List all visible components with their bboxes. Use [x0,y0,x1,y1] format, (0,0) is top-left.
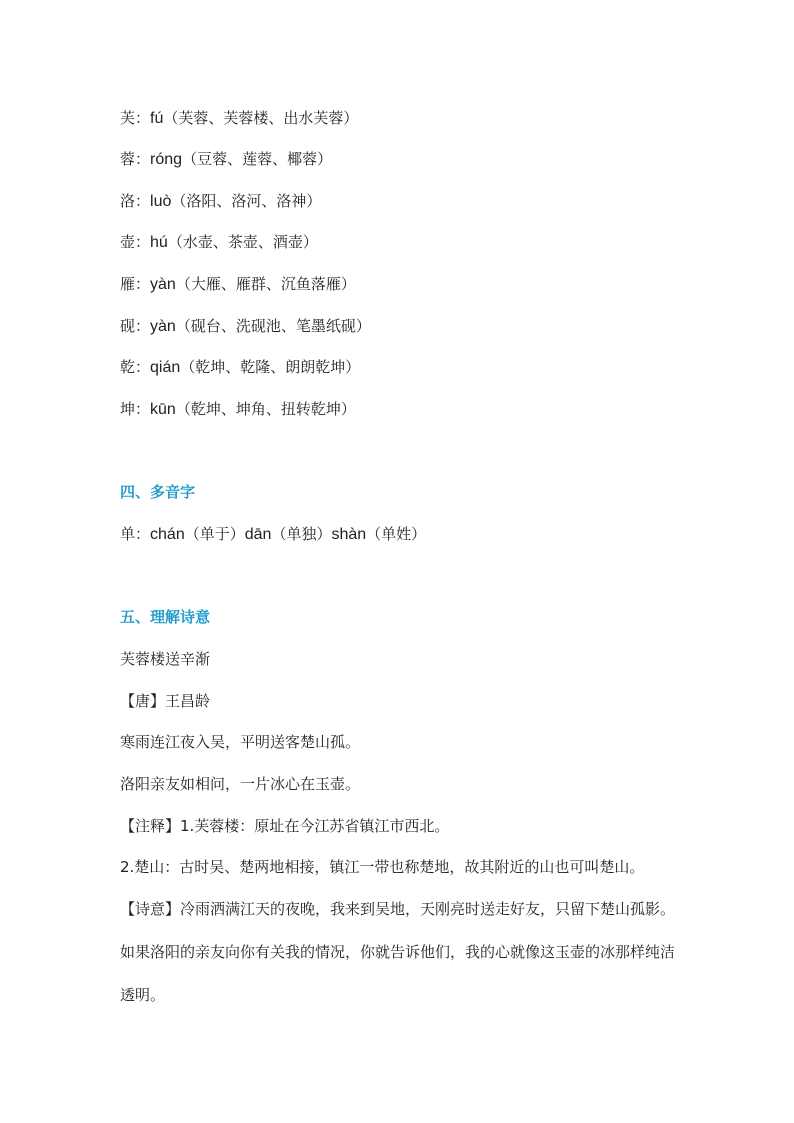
vocab-entry [120,149,332,170]
vocab-pinyin: róng [150,151,183,168]
section-heading-polyphonic: 四、多音字 [120,483,196,501]
vocab-words: （乾坤、乾隆、朗朗乾坤） [180,358,361,376]
separator: ： [135,317,151,335]
vocab-char: 坤 [120,400,136,418]
separator: ： [135,275,151,293]
reading-pinyin-2: dān [244,526,272,543]
vocab-words: （水壶、茶壶、酒壶） [167,233,318,251]
poem-author: 【唐】王昌龄 [120,692,211,710]
poem-meaning-paragraph: 【诗意】冷雨洒满江天的夜晚，我来到吴地，天刚亮时送走好友，只留下楚山孤影。如果洛阳的亲友向你有关我的情况，你就告诉他们，我的心就像这玉壶的冰那样纯洁透明。 [120,900,676,1004]
section-heading-poem-meaning: 五、理解诗意 [120,608,211,626]
vocab-entry [120,274,356,295]
vocab-words: （乾坤、坤角、扭转乾坤） [175,400,356,418]
vocab-char: 洛 [120,192,136,210]
vocab-char: 芙 [120,109,136,127]
separator: ： [135,192,151,210]
vocab-words: （洛阳、洛河、洛神） [171,192,322,210]
vocab-pinyin: hú [150,234,168,251]
polyphonic-entry [120,524,426,545]
separator: ： [135,109,151,127]
vocab-char: 砚 [120,317,136,335]
separator: ： [135,150,151,168]
vocab-char: 乾 [120,358,136,376]
annotation-note: 2.楚山：古时吴、楚两地相接，镇江一带也称楚地，故其附近的山也可叫楚山。 [120,858,645,876]
vocab-entry [120,357,360,378]
vocab-pinyin: yàn [150,318,176,335]
annotation-note: 【注释】1.芙蓉楼：原址在今江苏省镇江市西北。 [120,817,450,835]
vocab-pinyin: luò [150,193,172,210]
reading-word-1: （单于） [184,525,245,543]
vocab-entry [120,399,356,420]
vocab-entry [120,108,358,129]
vocab-pinyin: fú [150,110,164,127]
separator: ： [135,358,151,376]
polyphonic-char: 单 [120,525,136,543]
vocab-pinyin: kūn [150,401,176,418]
separator: ： [135,233,151,251]
reading-pinyin-3: shàn [331,526,367,543]
separator: ： [135,400,151,418]
vocab-char: 蓉 [120,150,136,168]
separator: ： [135,525,151,543]
vocab-entry [120,316,371,337]
poem-line: 寒雨连江夜入吴，平明送客楚山孤。 [120,733,361,751]
vocab-words: （芙蓉、芙蓉楼、出水芙蓉） [163,109,359,127]
vocab-words: （豆蓉、莲蓉、椰蓉） [182,150,333,168]
vocab-words: （大雁、雁群、沉鱼落雁） [175,275,356,293]
vocab-entry [120,191,321,212]
poem-title: 芙蓉楼送辛渐 [120,650,211,668]
vocab-entry [120,232,318,253]
vocab-pinyin: qián [150,359,181,376]
vocab-words: （砚台、洗砚池、笔墨纸砚） [175,317,371,335]
reading-word-2: （单独） [271,525,332,543]
reading-pinyin-1: chán [150,526,185,543]
poem-line: 洛阳亲友如相问，一片冰心在玉壶。 [120,775,361,793]
vocab-char: 雁 [120,275,136,293]
vocab-pinyin: yàn [150,276,176,293]
vocab-char: 壶 [120,233,136,251]
reading-word-3: （单姓） [366,525,427,543]
